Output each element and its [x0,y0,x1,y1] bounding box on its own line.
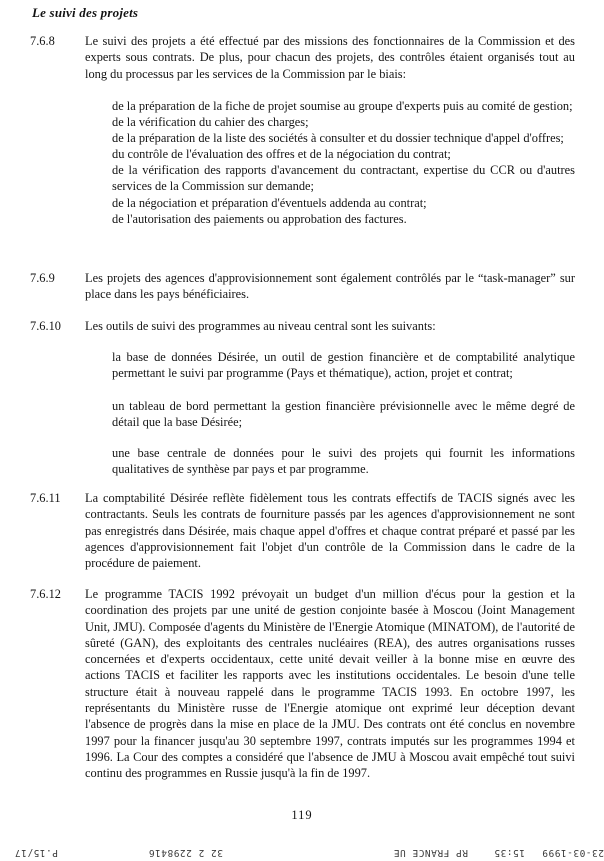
fax-time: 15:35 [493,847,525,858]
block-text: un tableau de bord permettant la gestion financière prévisionnelle avec le même degré de détail que la base Désirée; [112,399,575,430]
section-number: 7.6.10 [30,319,61,333]
block-text: la base de données Désirée, un outil de gestion financière et de comptabilité analytique permettant le suivi par programme (Pays et thématique), action, projet et contrat; [112,350,575,381]
list-item: de la vérification du cahier des charges; [112,115,309,130]
fax-page-count: P.15/17 [14,847,58,858]
section-text: Le programme TACIS 1992 prévoyait un budget d'un million d'écus pour la gestion et la coordination des projets par une unité de gestion conjointe basée à Moscou (Joint Management Unit, JMU). Composée d'agents du Ministère de l'Energie Atomique (MINATOM), de l'autorité de sûreté (GAN), des exploitants des centrales nucléaires (REA), des autres organisations russes concernées et d'experts occidentaux, cette unité devait veiller à la bonne mise en œuvre des actions TACIS et faciliter les rapports avec les institutions occidentales. Le besoin d'une telle structure était à nouveau rappelé dans le programme TACIS 1993. En octobre 1997, les représentants du Ministère russe de l'Energie atomique ont exprimé leur déception devant l'absence de progrès dans la mise en place de la JMU. Des contrats ont été conclus en novembre 1997 pour la financer jusqu'au 30 septembre 1997, contrats imputés sur les programmes 1994 et 1996. La Cour des comptes a considéré que l'absence de JMU à Moscou avait empêché tout suivi continu des programmes en Russie jusqu'à la fin de 1997. [85,587,575,781]
section-text: Les outils de suivi des programmes au niveau central sont les suivants: [85,319,436,333]
list-item: de la négociation et préparation d'éventuels addenda au contrat; [112,195,427,210]
tool-block-central-database [112,445,575,478]
block-text: une base centrale de données pour le suivi des projets qui fournit les informations qualitatives de synthèse par pays et par programme. [112,446,575,477]
section-number: 7.6.12 [30,587,61,601]
section-text: Le suivi des projets a été effectué par des missions des fonctionnaires de la Commission et des experts sous contrats. De plus, pour chacun des projets, des contrôles étaient organisés tout au long du processus par les services de la Commission par le biais: [85,34,575,81]
section-7-6-8 [30,33,575,82]
tool-block-desiree-database [112,349,575,382]
fax-number: 32 2 2298416 [148,847,223,858]
section-7-6-10 [30,318,575,334]
list-item: de la préparation de la fiche de projet soumise au groupe d'experts puis au comité de gestion; [112,99,573,113]
section-number: 7.6.8 [30,34,55,48]
section-7-6-9 [30,270,575,303]
fax-transmission-header [0,844,604,858]
section-7-6-11 [30,490,575,571]
tool-block-dashboard [112,398,575,431]
list-item: de la vérification des rapports d'avancement du contractant, expertise du CCR ou d'autres services de la Commission sur demande; [112,163,575,194]
page-number: 119 [291,808,313,822]
section-7-6-12 [30,586,575,782]
document-title: Le suivi des projets [32,5,139,20]
fax-date: 23-03-1999 [541,847,604,858]
section-number: 7.6.9 [30,271,55,285]
list-item: du contrôle de l'évaluation des offres et de la négociation du contrat; [112,147,451,162]
list-item: de l'autorisation des paiements ou approbation des factures. [112,211,407,226]
section-7-6-8-item-list [112,98,575,227]
section-text: Les projets des agences d'approvisionnement sont également contrôlés par le “task-manager” sur place dans les pays bénéficiaires. [85,271,575,302]
list-item: de la préparation de la liste des sociétés à consulter et du dossier technique d'appel d'offres; [112,131,564,146]
fax-sender-name: RP FRANCE UE [393,847,468,858]
section-number: 7.6.11 [30,491,61,505]
section-text: La comptabilité Désirée reflète fidèlement tous les contrats effectifs de TACIS signés avec les contractants. Seuls les contrats de fourniture passés par les agences d'approvisionnement ne sont pas enregistrés dans Désirée, mais chaque appel d'offres et chaque contrat préparé et passé par les agences d'approvisionnement fait l'objet d'un contrôle de la Commission dans le cadre de la procédure de paiement. [85,491,575,571]
